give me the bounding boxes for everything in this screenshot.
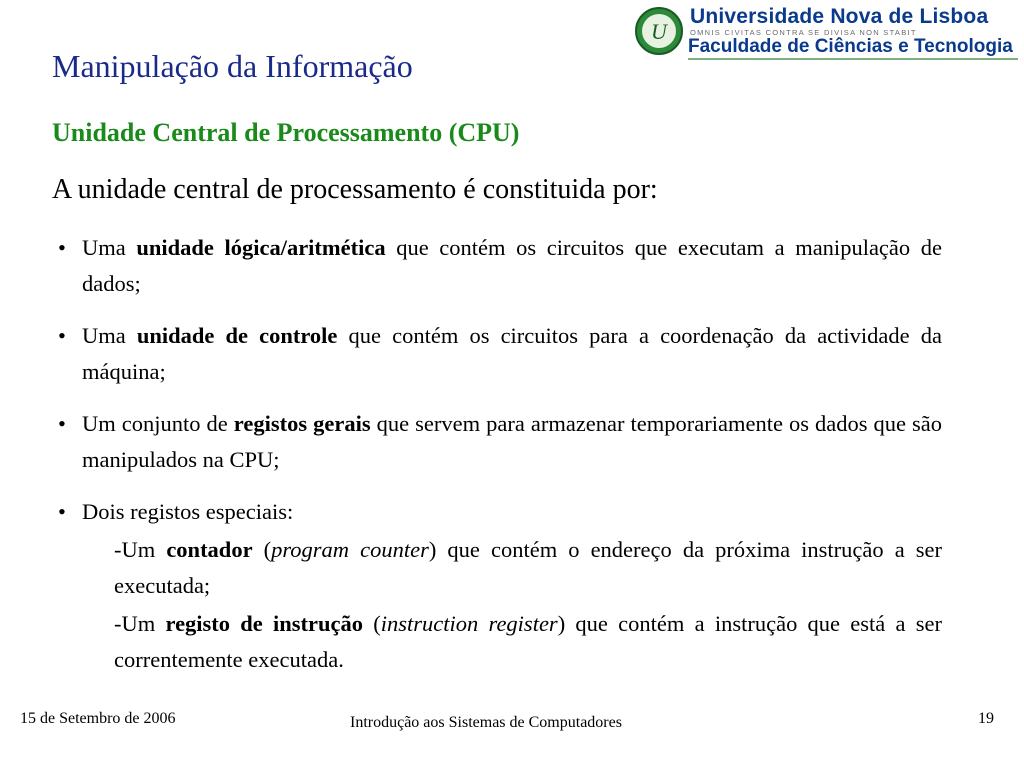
bullet-marker: • <box>58 411 66 436</box>
bullet-text: Dois registos especiais: <box>82 499 294 524</box>
bullet-marker: • <box>58 235 66 260</box>
svg-text:U: U <box>651 19 667 44</box>
sub-text-italic: instruction register <box>380 611 558 636</box>
university-logo <box>630 2 1020 60</box>
bullet-marker: • <box>58 499 66 524</box>
bullet-text-bold: registos gerais <box>233 411 371 436</box>
logo-faculty-name: Faculdade de Ciências e Tecnologia <box>688 36 1013 57</box>
logo-motto: OMNIS CIVITAS CONTRA SE DIVISA NON STABIT <box>690 28 917 37</box>
logo-divider <box>688 58 1018 60</box>
bullet-text-post: que servem para armazenar temporariamente os dados que são manipulados na CPU; <box>82 411 942 472</box>
bullet-item <box>58 318 942 390</box>
sub-item <box>58 532 942 604</box>
sub-text-bold: registo de instrução <box>165 611 364 636</box>
sub-text-pre: -Um <box>114 537 167 562</box>
bullet-text-pre: Uma <box>82 323 137 348</box>
page-number: 19 <box>978 710 994 727</box>
bullet-text-pre: Um conjunto de <box>82 411 234 436</box>
bullet-item <box>58 230 942 302</box>
sub-text-mid: ( <box>363 611 381 636</box>
bullet-item <box>58 406 942 478</box>
bullet-text-post: que contém os circuitos para a coordenação da actividade da máquina; <box>82 323 942 384</box>
sub-text-post: ) que contém a instrução que está a ser correntemente executada. <box>114 611 942 672</box>
logo-university-name: Universidade Nova de Lisboa <box>690 5 989 28</box>
slide-intro: A unidade central de processamento é constituida por: <box>52 174 658 205</box>
sub-text-bold: contador <box>166 537 253 562</box>
sub-text-mid: ( <box>252 537 272 562</box>
sub-item <box>58 606 942 678</box>
bullet-list <box>58 230 942 678</box>
slide-title: Manipulação da Informação <box>52 48 413 84</box>
footer-course-title: Introdução aos Sistemas de Computadores <box>350 714 622 731</box>
bullet-item <box>58 494 942 530</box>
bullet-text-pre: Uma <box>82 235 137 260</box>
footer-date: 15 de Setembro de 2006 <box>20 710 176 727</box>
bullet-text-bold: unidade lógica/aritmética <box>136 235 386 260</box>
slide-subtitle: Unidade Central de Processamento (CPU) <box>52 118 520 147</box>
bullet-marker: • <box>58 323 66 348</box>
bullet-text-bold: unidade de controle <box>136 323 338 348</box>
bullet-text-post: que contém os circuitos que executam a manipulação de dados; <box>82 235 942 296</box>
sub-text-italic: program counter <box>271 537 429 562</box>
university-emblem-icon <box>634 6 684 56</box>
sub-text-pre: -Um <box>114 611 166 636</box>
sub-text-post: ) que contém o endereço da próxima instrução a ser executada; <box>114 537 942 598</box>
